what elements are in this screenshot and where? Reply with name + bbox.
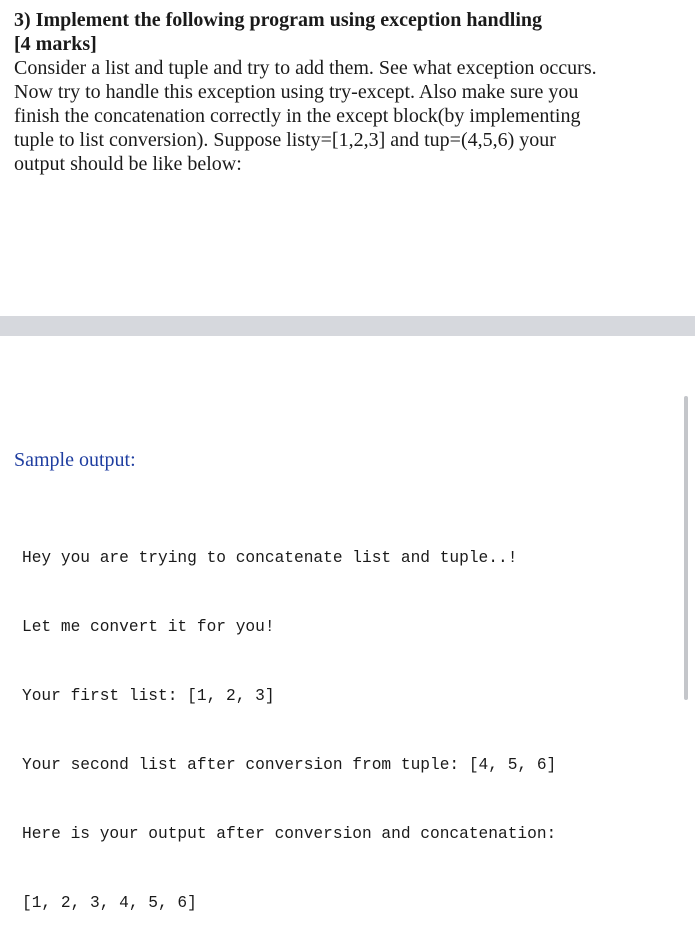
question-body-line: output should be like below: (14, 153, 242, 175)
question-marks: [4 marks] (14, 33, 97, 55)
question-heading: 3) Implement the following program using exception handling (14, 9, 542, 31)
code-line: Let me convert it for you! (22, 618, 275, 636)
scrollbar[interactable] (684, 396, 688, 700)
code-line: Here is your output after conversion and concatenation: (22, 825, 557, 843)
section-divider (0, 316, 695, 336)
code-line: Your second list after conversion from tuple: [4, 5, 6] (22, 756, 557, 774)
code-line: Your first list: [1, 2, 3] (22, 687, 275, 705)
code-line: [1, 2, 3, 4, 5, 6] (22, 894, 197, 912)
code-line: Hey you are trying to concatenate list and tuple..! (22, 549, 518, 567)
question-body-line: tuple to list conversion). Suppose listy=[1,2,3] and tup=(4,5,6) your (14, 129, 556, 151)
sample-output-code (22, 501, 556, 938)
question-body-line: finish the concatenation correctly in the except block(by implementing (14, 105, 581, 127)
sample-output-label: Sample output: (14, 449, 136, 471)
question-body-line: Consider a list and tuple and try to add them. See what exception occurs. (14, 57, 597, 79)
question-block (14, 8, 684, 176)
question-body-line: Now try to handle this exception using try-except. Also make sure you (14, 81, 579, 103)
